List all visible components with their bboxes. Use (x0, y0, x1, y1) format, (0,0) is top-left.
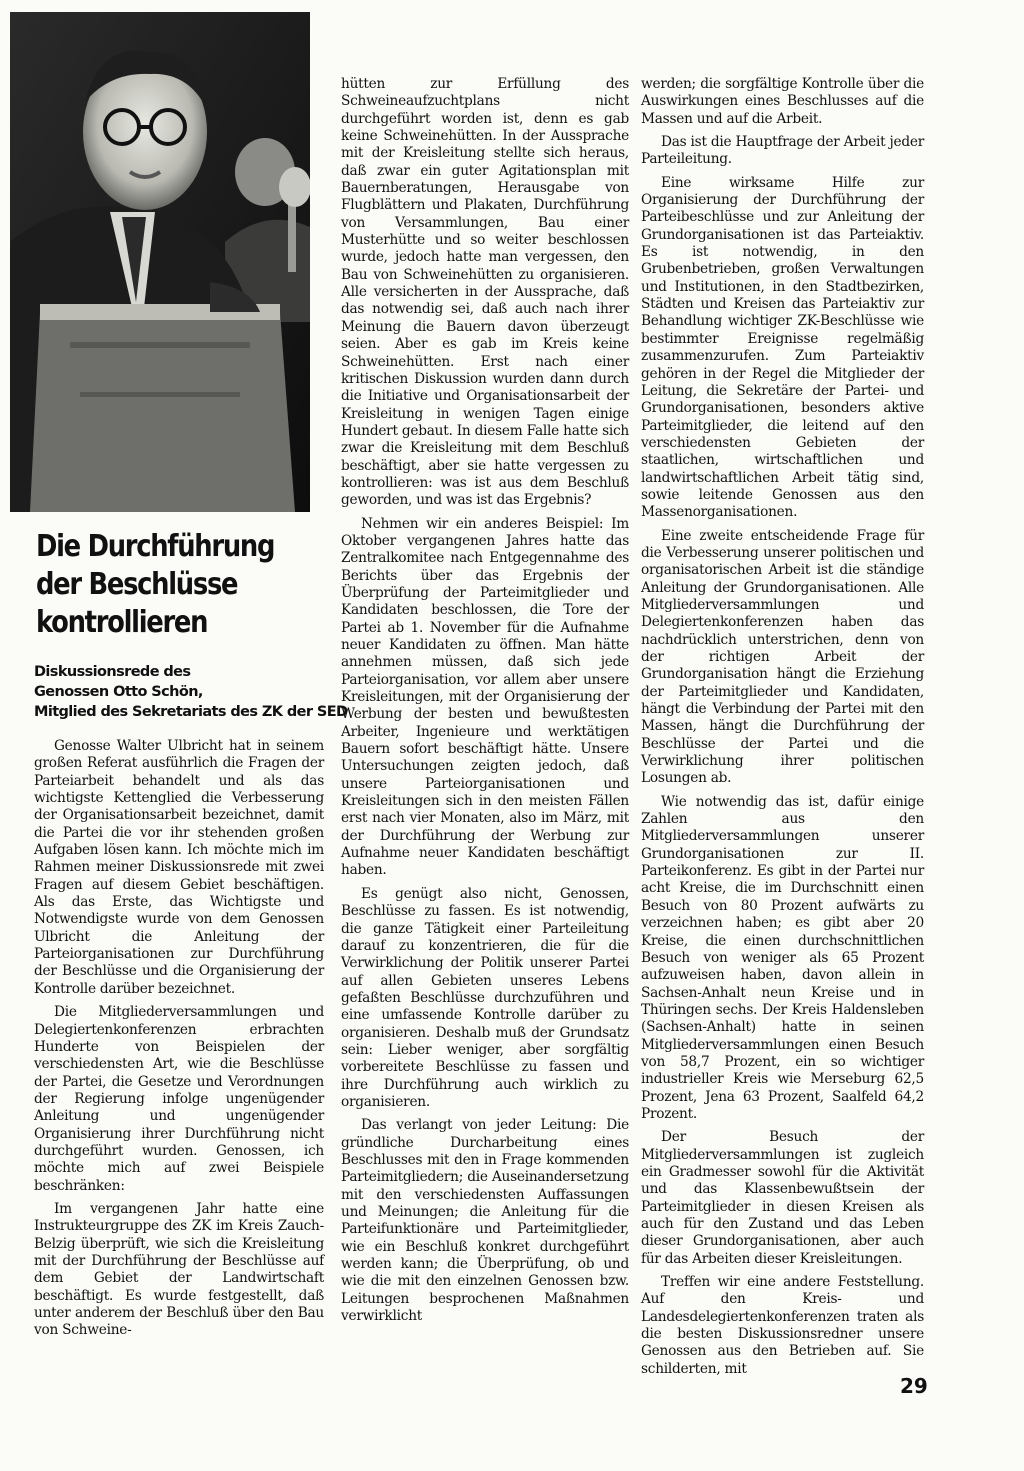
paragraph: Das ist die Hauptfrage der Arbeit jeder Parteileitung. (641, 134, 924, 168)
paragraph: Das verlangt von jeder Leitung: Die gründliche Durcharbeitung eines Beschlusses mit den in Frage kommenden Parteimitgliedern; die Auseinandersetzung mit den verschiedensten Auffassungen und Meinungen; die Anleitung für die Parteifunktionäre und Parteimitglieder, wie ein Beschluß konkret durchgeführt werden kann; die Überprüfung, ob und wie die mit den einzelnen Genossen bzw. Leitungen besprochenen Maßnahmen verwirklicht (341, 1117, 629, 1325)
byline-line: Mitglied des Sekretariats des ZK der SED (34, 704, 348, 720)
speaker-at-podium-icon (10, 12, 310, 512)
headline-line: kontrollieren (36, 605, 208, 640)
text-column-1 (34, 738, 324, 1346)
article-byline (34, 662, 348, 722)
byline-line: Diskussionsrede des (34, 664, 191, 680)
paragraph: Es genügt also nicht, Genossen, Beschlüsse zu fassen. Es ist notwendig, die ganze Tätigkeit einer Parteileitung darauf zu konzentrieren, die für die Verwirklichung der Politik unserer Partei auf allen Gebieten unseres Lebens gefaßten Beschlüsse durchzuführen und eine umfassende Kontrolle darüber zu organisieren. Deshalb muß der Grundsatz sein: Lieber weniger, aber sorgfältig vorbereitete Beschlüsse zu fassen und ihre Durchführung auch wirklich zu organisieren. (341, 885, 629, 1110)
paragraph: werden; die sorgfältige Kontrolle über die Auswirkungen eines Beschlusses auf die Massen und auf die Arbeit. (641, 76, 924, 127)
headline-line: Die Durchführung (36, 529, 275, 564)
speaker-photo (10, 12, 310, 512)
headline-line: der Beschlüsse (36, 567, 238, 602)
paragraph: Eine wirksame Hilfe zur Organisierung der Durchführung der Parteibeschlüsse und zur Anleitung der Grundorganisationen ist das Parteiaktiv. Es ist notwendig, in den Grubenbetrieben, großen Verwaltungen und Institutionen, in den Stadtbezirken, Städten und Kreisen das Parteiaktiv zur Behandlung wichtiger ZK-Beschlüsse wie bestimmter Ereignisse regelmäßig zusammenzurufen. Zum Parteiaktiv gehören in der Regel die Mitglieder der Leitung, die Sekretäre der Partei- und Grundorganisationen, besonders aktive Parteimitglieder, die leitend auf den verschiedensten Gebieten der staatlichen, wirtschaftlichen und landwirtschaftlichen Arbeit tätig sind, sowie leitende Genossen aus den Massenorganisationen. (641, 174, 924, 521)
text-column-3 (641, 76, 924, 1384)
page-number: 29 (900, 1374, 928, 1398)
paragraph: Genosse Walter Ulbricht hat in seinem großen Referat ausführlich die Fragen der Parteiarbeit behandelt und als das wichtigste Kettenglied die Verbesserung der Organisationsarbeit bezeichnet, damit die Partei die vor ihr stehenden großen Aufgaben lösen kann. Ich möchte mich im Rahmen meiner Diskussionsrede mit zwei Fragen auf diesem Gebiet beschäftigen. Als das Erste, das Wichtigste und Notwendigste wurde von dem Genossen Ulbricht die Anleitung der Parteiorganisationen zur Durchführung der Beschlüsse und die Organisierung der Kontrolle darüber bezeichnet. (34, 738, 324, 997)
paragraph: Eine zweite entscheidende Frage für die Verbesserung unserer politischen und organisatorischen Arbeit ist die ständige Anleitung der Grundorganisationen. Alle Mitgliederversammlungen und Delegiertenkonferenzen haben das nachdrücklich unterstrichen, denn von der richtigen Arbeit der Grundorganisation hängt die Erziehung der Parteimitglieder und Kandidaten, hängt die Verbindung der Partei mit den Massen, hängt die Durchführung der Beschlüsse der Partei und die Verwirklichung ihrer politischen Losungen ab. (641, 527, 924, 787)
paragraph: Der Besuch der Mitgliederversammlungen ist zugleich ein Gradmesser sowohl für die Aktivität und das Klassenbewußtsein der Parteimitglieder in diesen Kreisen als auch für den Zustand und das Leben dieser Grundorganisationen, aber auch für das Arbeiten dieser Kreisleitungen. (641, 1129, 924, 1267)
paragraph: Treffen wir eine andere Feststellung. Auf den Kreis- und Landesdelegiertenkonferenzen traten als die besten Diskussionsredner unsere Genossen aus den Betrieben auf. Sie schilderten, mit (641, 1274, 924, 1377)
paragraph: hütten zur Erfüllung des Schweineaufzuchtplans nicht durchgeführt worden ist, denn es gab keine Schweinehütten. In der Aussprache mit der Kreisleitung stellte sich heraus, daß zwar ein guter Agitationsplan mit Bauernberatungen, Herausgabe von Flugblättern und Plakaten, Durchführung von Versammlungen, Bau einer Musterhütte und so weiter beschlossen wurde, jedoch hatte man vergessen, den Bau von Schweinehütten zu organisieren. Alle versicherten in der Aussprache, daß das notwendig sei, daß auch nach ihrer Meinung die Bauern davon überzeugt seien. Aber es gab im Kreis keine Schweinehütten. Erst nach einer kritischen Diskussion wurden dann durch die Initiative und Organisationsarbeit der Kreisleitung in wenigen Tagen einige Hundert gebaut. In diesem Falle hatte sich zwar die Kreisleitung mit dem Beschluß beschäftigt, aber sie hatte vergessen zu kontrollieren: was ist aus dem Beschluß geworden, und was ist das Ergebnis? (341, 76, 629, 509)
paragraph: Nehmen wir ein anderes Beispiel: Im Oktober vergangenen Jahres hatte das Zentralkomitee nach Entgegennahme des Berichts über das Ergebnis der Überprüfung der Parteimitglieder und Kandidaten beschlossen, die Tore der Partei ab 1. November für die Aufnahme neuer Kandidaten zu öffnen. Man hätte annehmen müssen, daß sich jede Parteiorganisation, vor allem aber unsere Kreisleitungen, mit der Organisierung der Werbung der besten und bewußtesten Arbeiter, Ingenieure und werktätigen Bauern sofort beschäftigt hätte. Unsere Untersuchungen zeigten jedoch, daß unsere Parteiorganisationen und Kreisleitungen sich in den meisten Fällen erst nach vier Monaten, also im März, mit der Durchführung der Werbung zur Aufnahme neuer Kandidaten beschäftigt haben. (341, 515, 629, 879)
article-headline (36, 528, 285, 642)
paragraph: Die Mitgliederversammlungen und Delegiertenkonferenzen erbrachten Hunderte von Beispielen der verschiedensten Art, wie die Beschlüsse der Partei, die Gesetze und Verordnungen der Regierung infolge ungenügender Anleitung und ungenügender Organisierung ihrer Durchführung nicht durchgeführt wurden. Genossen, ich möchte mich auf zwei Beispiele beschränken: (34, 1004, 324, 1194)
paragraph: Wie notwendig das ist, dafür einige Zahlen aus den Mitgliederversammlungen unserer Grundorganisationen zur II. Parteikonferenz. Es gibt in der Partei nur acht Kreise, die im Durchschnitt einen Besuch von 80 Prozent aufwärts zu verzeichnen haben; es gibt aber 20 Kreise, die einen durchschnittlichen Besuch von weniger als 65 Prozent aufzuweisen haben, davon allein in Sachsen-Anhalt neun Kreise und in Thüringen sechs. Der Kreis Haldensleben (Sachsen-Anhalt) hatte in seinen Mitgliederversammlungen einen Besuch von 58,7 Prozent, ein so wichtiger industrieller Kreis wie Merseburg 62,5 Prozent, Jena 63 Prozent, Saalfeld 64,2 Prozent. (641, 793, 924, 1122)
byline-line: Genossen Otto Schön, (34, 684, 203, 700)
paragraph: Im vergangenen Jahr hatte eine Instrukteurgruppe des ZK im Kreis Zauch-Belzig überprüft, wie sich die Kreisleitung mit der Durchführung der Beschlüsse auf dem Gebiet der Landwirtschaft beschäftigt. Es wurde festgestellt, daß unter anderem der Beschluß über den Bau von Schweine- (34, 1200, 324, 1339)
text-column-2 (341, 76, 629, 1331)
